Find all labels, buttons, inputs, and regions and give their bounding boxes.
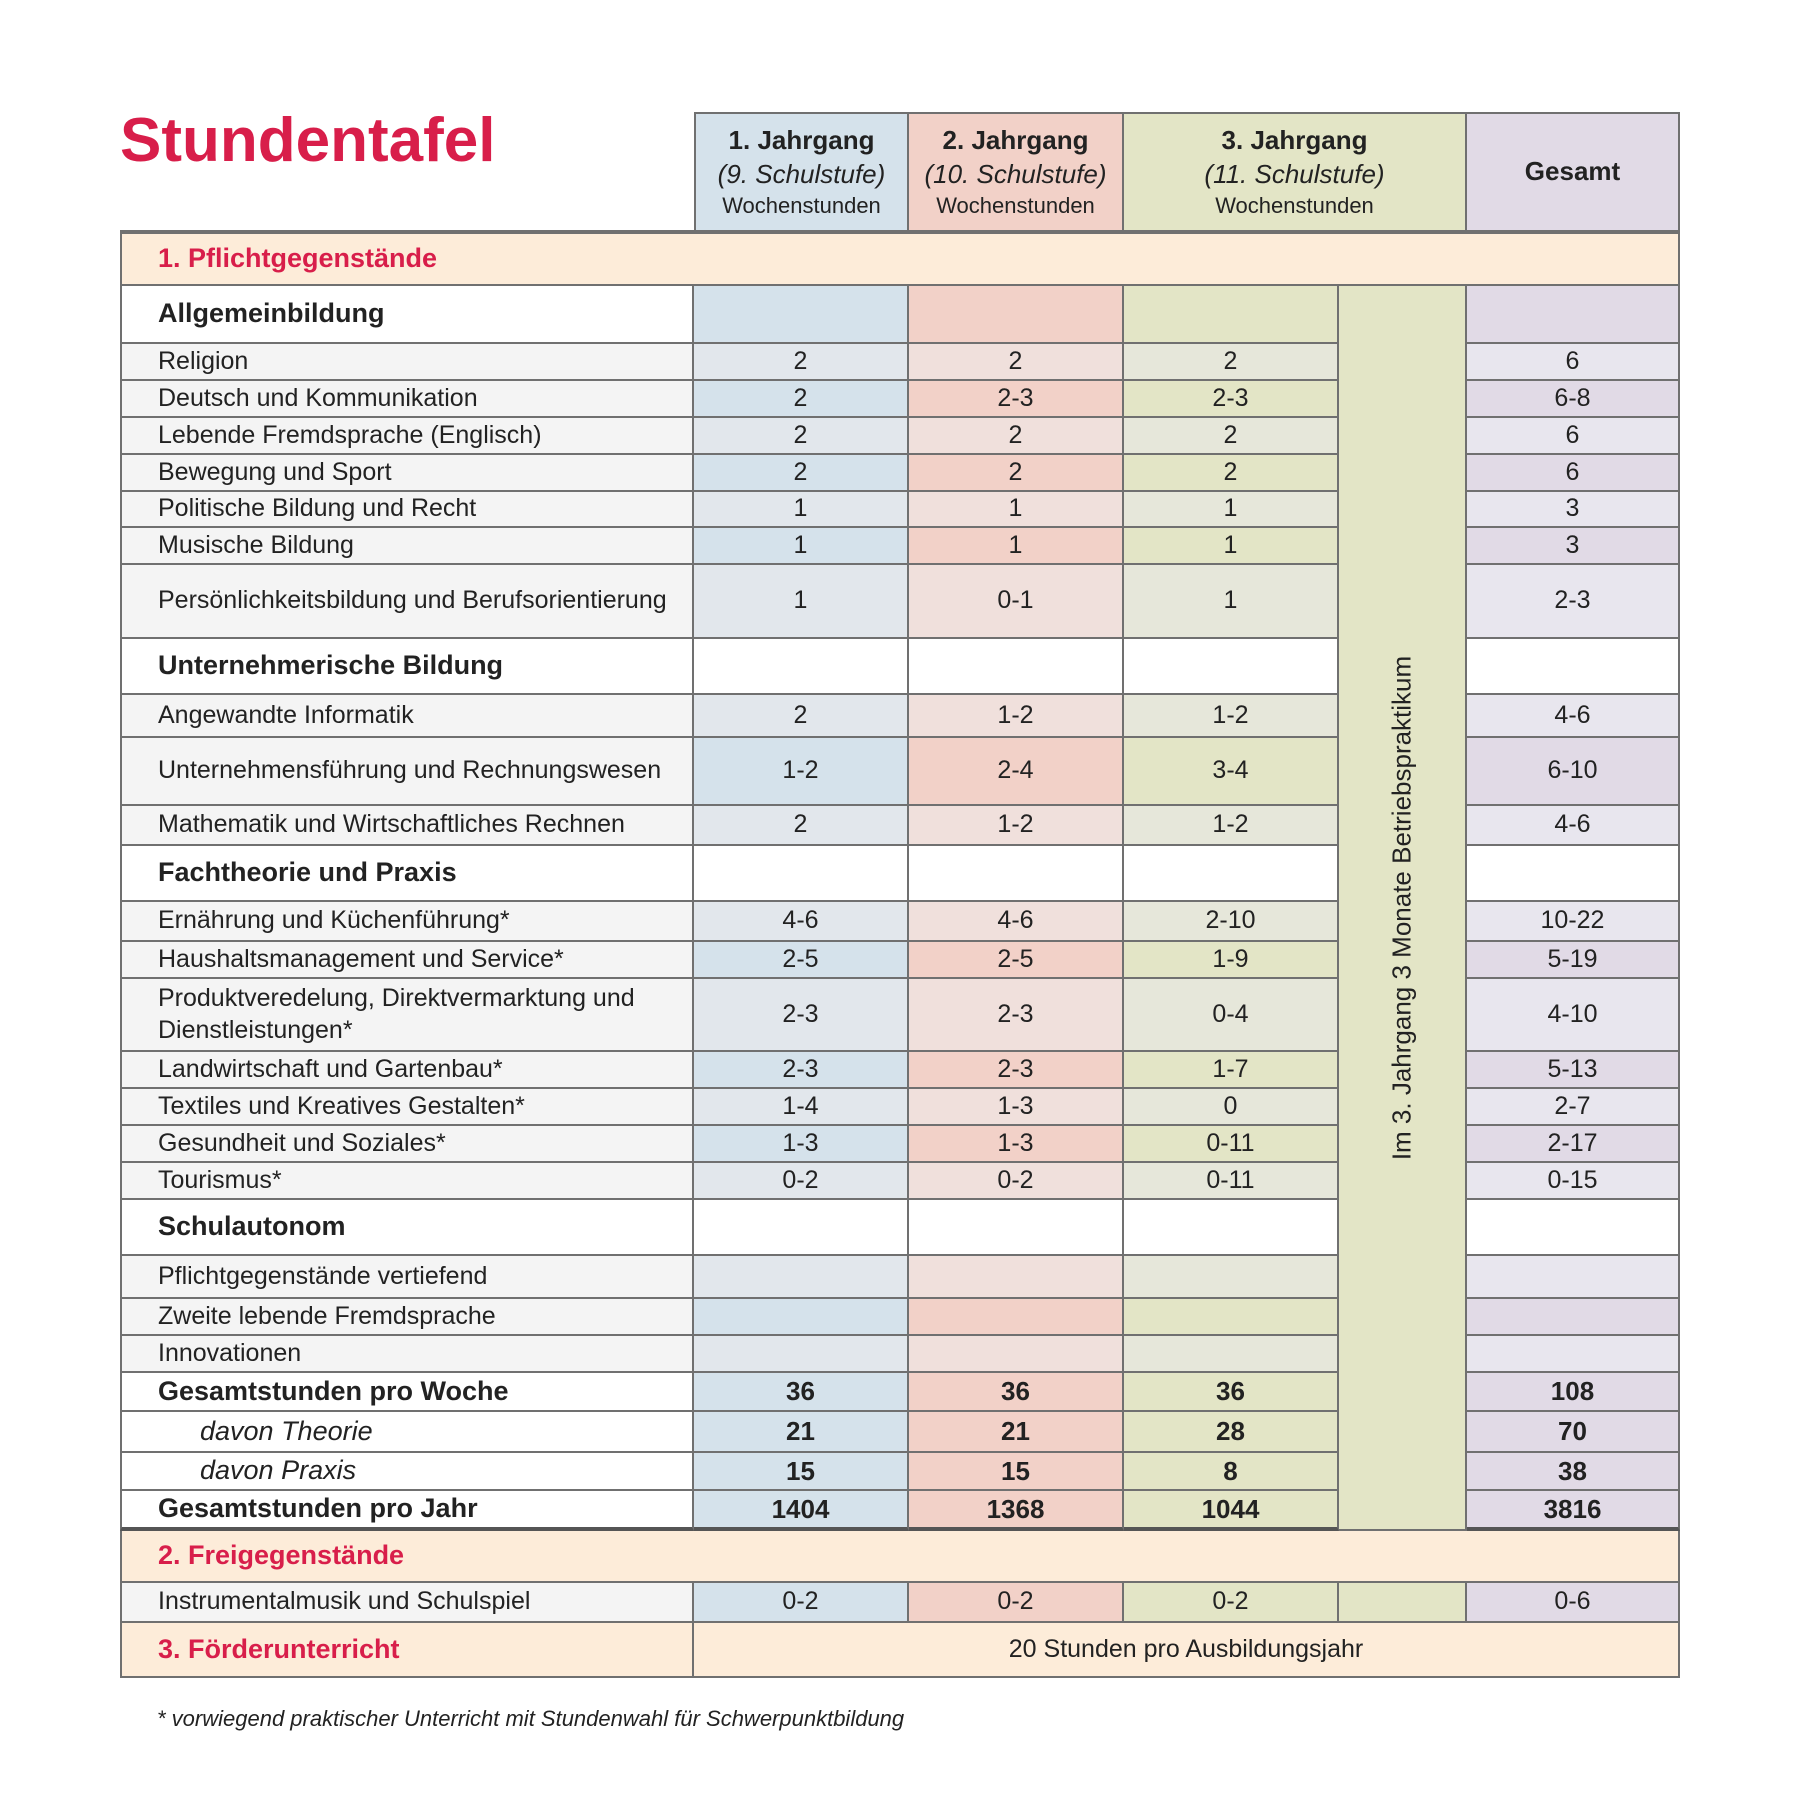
category-cell bbox=[1124, 846, 1339, 902]
footnote: * vorwiegend praktischer Unterricht mit Stundenwahl für Schwerpunktbildung bbox=[157, 1706, 905, 1731]
total-value: 8 bbox=[1124, 1453, 1339, 1491]
header-total bbox=[1467, 112, 1680, 232]
value-cell: 0-11 bbox=[1124, 1126, 1339, 1163]
row-label: Instrumentalmusik und Schulspiel bbox=[120, 1583, 694, 1623]
value-cell: 1 bbox=[1124, 492, 1339, 528]
value-cell bbox=[1467, 1299, 1680, 1336]
value-cell bbox=[694, 1256, 909, 1299]
value-cell: 1 bbox=[694, 492, 909, 528]
value-cell: 3-4 bbox=[1124, 738, 1339, 806]
foerder-value: 20 Stunden pro Ausbildungsjahr bbox=[694, 1623, 1680, 1678]
value-cell bbox=[1124, 1336, 1339, 1373]
value-cell: 1-3 bbox=[909, 1089, 1124, 1126]
row-label: Bewegung und Sport bbox=[120, 455, 694, 492]
value-cell: 1-2 bbox=[694, 738, 909, 806]
value-cell: 1-7 bbox=[1124, 1052, 1339, 1089]
category-cell bbox=[909, 286, 1124, 344]
value-cell: 1 bbox=[694, 528, 909, 565]
value-cell: 1-2 bbox=[1124, 695, 1339, 738]
timetable bbox=[120, 112, 1680, 1700]
value-cell: 0-6 bbox=[1467, 1583, 1680, 1623]
value-cell: 0 bbox=[1124, 1089, 1339, 1126]
category-cell bbox=[694, 286, 909, 344]
value-cell: 6 bbox=[1467, 455, 1680, 492]
value-cell: 4-6 bbox=[694, 902, 909, 942]
total-value: 21 bbox=[694, 1412, 909, 1453]
total-value: 36 bbox=[909, 1373, 1124, 1412]
value-cell: 2-3 bbox=[909, 1052, 1124, 1089]
total-value: 3816 bbox=[1467, 1491, 1680, 1531]
value-cell: 1 bbox=[909, 492, 1124, 528]
category-cell bbox=[1124, 639, 1339, 695]
value-cell: 2-3 bbox=[694, 1052, 909, 1089]
value-cell: 0-2 bbox=[694, 1583, 909, 1623]
value-cell: 2-5 bbox=[694, 942, 909, 979]
total-value: 15 bbox=[694, 1453, 909, 1491]
value-cell: 2-3 bbox=[1124, 381, 1339, 418]
value-cell: 1-9 bbox=[1124, 942, 1339, 979]
value-cell: 2-3 bbox=[909, 979, 1124, 1052]
value-cell bbox=[1467, 1256, 1680, 1299]
category-cell bbox=[694, 639, 909, 695]
row-label: Zweite lebende Fremdsprache bbox=[120, 1299, 694, 1336]
row-label: Landwirtschaft und Gartenbau* bbox=[120, 1052, 694, 1089]
internship-note bbox=[1339, 286, 1467, 1531]
value-cell bbox=[694, 1336, 909, 1373]
value-cell: 6 bbox=[1467, 418, 1680, 455]
page-title: Stundentafel bbox=[120, 106, 496, 175]
value-cell: 2 bbox=[694, 344, 909, 381]
total-value: 1044 bbox=[1124, 1491, 1339, 1531]
category-unternehmerisch: Unternehmerische Bildung bbox=[120, 639, 694, 695]
value-cell: 1-2 bbox=[909, 806, 1124, 846]
row-label: Musische Bildung bbox=[120, 528, 694, 565]
row-label: Mathematik und Wirtschaftliches Rechnen bbox=[120, 806, 694, 846]
row-label: Haushaltsmanagement und Service* bbox=[120, 942, 694, 979]
row-label: Persönlichkeitsbildung und Berufsorientierung bbox=[120, 565, 694, 639]
year-2-unit: Wochenstunden bbox=[936, 192, 1095, 218]
practice-label: davon Praxis bbox=[120, 1453, 694, 1491]
category-cell bbox=[1467, 286, 1680, 344]
value-cell bbox=[694, 1299, 909, 1336]
total-value: 15 bbox=[909, 1453, 1124, 1491]
section-foerder: 3. Förderunterricht bbox=[120, 1623, 694, 1678]
value-cell: 4-6 bbox=[1467, 695, 1680, 738]
value-cell: 2 bbox=[1124, 455, 1339, 492]
category-cell bbox=[909, 1200, 1124, 1256]
year-1-name: 1. Jahrgang bbox=[728, 124, 875, 155]
value-cell: 0-15 bbox=[1467, 1163, 1680, 1200]
year-3-stufe: (11. Schulstufe) bbox=[1204, 158, 1385, 189]
total-value: 36 bbox=[1124, 1373, 1339, 1412]
year-3-name: 3. Jahrgang bbox=[1221, 124, 1368, 155]
value-cell: 4-6 bbox=[1467, 806, 1680, 846]
row-label: Unternehmensführung und Rechnungswesen bbox=[120, 738, 694, 806]
total-value: 1368 bbox=[909, 1491, 1124, 1531]
value-cell: 6-10 bbox=[1467, 738, 1680, 806]
section-pflicht: 1. Pflichtgegenstände bbox=[120, 232, 1680, 286]
category-cell bbox=[1124, 286, 1339, 344]
row-label: Politische Bildung und Recht bbox=[120, 492, 694, 528]
value-cell: 2 bbox=[909, 418, 1124, 455]
value-cell: 0-2 bbox=[694, 1163, 909, 1200]
total-value: 1404 bbox=[694, 1491, 909, 1531]
value-cell: 2-4 bbox=[909, 738, 1124, 806]
year-1-unit: Wochenstunden bbox=[722, 192, 881, 218]
value-cell: 2-3 bbox=[909, 381, 1124, 418]
value-cell: 10-22 bbox=[1467, 902, 1680, 942]
value-cell: 2-3 bbox=[694, 979, 909, 1052]
row-label: Tourismus* bbox=[120, 1163, 694, 1200]
value-cell: 2 bbox=[694, 381, 909, 418]
value-cell: 0-2 bbox=[909, 1583, 1124, 1623]
section-frei: 2. Freigegenstände bbox=[120, 1531, 1680, 1583]
header-spacer bbox=[120, 112, 694, 232]
value-cell: 1 bbox=[909, 528, 1124, 565]
total-year-label: Gesamtstunden pro Jahr bbox=[120, 1491, 694, 1531]
value-cell: 2 bbox=[909, 344, 1124, 381]
row-label: Pflichtgegenstände vertiefend bbox=[120, 1256, 694, 1299]
year-2-stufe: (10. Schulstufe) bbox=[924, 158, 1107, 189]
row-label: Angewandte Informatik bbox=[120, 695, 694, 738]
value-cell bbox=[909, 1336, 1124, 1373]
total-value: 28 bbox=[1124, 1412, 1339, 1453]
internship-note-text: Im 3. Jahrgang 3 Monate Betriebspraktikum bbox=[1386, 655, 1417, 1160]
category-cell bbox=[1467, 639, 1680, 695]
total-week-label: Gesamtstunden pro Woche bbox=[120, 1373, 694, 1412]
value-cell: 2-17 bbox=[1467, 1126, 1680, 1163]
row-label: Ernährung und Küchenführung* bbox=[120, 902, 694, 942]
value-cell bbox=[1467, 1336, 1680, 1373]
total-value: 70 bbox=[1467, 1412, 1680, 1453]
value-cell: 1-4 bbox=[694, 1089, 909, 1126]
value-cell: 1-3 bbox=[694, 1126, 909, 1163]
category-cell bbox=[1124, 1200, 1339, 1256]
value-cell bbox=[1124, 1256, 1339, 1299]
category-cell bbox=[1467, 1200, 1680, 1256]
value-cell: 4-6 bbox=[909, 902, 1124, 942]
value-cell: 2 bbox=[1124, 418, 1339, 455]
value-cell: 2 bbox=[909, 455, 1124, 492]
category-cell bbox=[1467, 846, 1680, 902]
value-cell: 2 bbox=[694, 418, 909, 455]
total-name: Gesamt bbox=[1524, 156, 1621, 187]
value-cell: 2 bbox=[694, 695, 909, 738]
value-cell: 6-8 bbox=[1467, 381, 1680, 418]
value-cell: 0-1 bbox=[909, 565, 1124, 639]
category-allgemein: Allgemeinbildung bbox=[120, 286, 694, 344]
value-cell: 2-10 bbox=[1124, 902, 1339, 942]
row-label: Textiles und Kreatives Gestalten* bbox=[120, 1089, 694, 1126]
value-cell: 5-13 bbox=[1467, 1052, 1680, 1089]
row-label: Lebende Fremdsprache (Englisch) bbox=[120, 418, 694, 455]
value-cell: 2-7 bbox=[1467, 1089, 1680, 1126]
category-cell bbox=[909, 846, 1124, 902]
total-value: 38 bbox=[1467, 1453, 1680, 1491]
value-cell: 2-3 bbox=[1467, 565, 1680, 639]
row-label: Gesundheit und Soziales* bbox=[120, 1126, 694, 1163]
total-value: 21 bbox=[909, 1412, 1124, 1453]
value-cell: 0-11 bbox=[1124, 1163, 1339, 1200]
category-autonom: Schulautonom bbox=[120, 1200, 694, 1256]
value-cell bbox=[1124, 1299, 1339, 1336]
value-cell: 0-2 bbox=[909, 1163, 1124, 1200]
value-cell: 6 bbox=[1467, 344, 1680, 381]
year-1-stufe: (9. Schulstufe) bbox=[717, 158, 886, 189]
value-cell: 1 bbox=[1124, 528, 1339, 565]
year-2-name: 2. Jahrgang bbox=[942, 124, 1089, 155]
category-cell bbox=[694, 846, 909, 902]
value-cell: 1-2 bbox=[909, 695, 1124, 738]
value-cell: 1 bbox=[694, 565, 909, 639]
value-cell: 2 bbox=[694, 455, 909, 492]
value-cell: 5-19 bbox=[1467, 942, 1680, 979]
theory-label: davon Theorie bbox=[120, 1412, 694, 1453]
value-cell: 0-4 bbox=[1124, 979, 1339, 1052]
value-cell: 2 bbox=[694, 806, 909, 846]
value-cell: 4-10 bbox=[1467, 979, 1680, 1052]
header-year-2 bbox=[909, 112, 1124, 232]
row-label: Deutsch und Kommunikation bbox=[120, 381, 694, 418]
row-label: Produktveredelung, Direktvermarktung und Dienstleistungen* bbox=[120, 979, 694, 1052]
total-value: 36 bbox=[694, 1373, 909, 1412]
value-cell: 1-3 bbox=[909, 1126, 1124, 1163]
value-cell: 0-2 bbox=[1124, 1583, 1339, 1623]
category-fach: Fachtheorie und Praxis bbox=[120, 846, 694, 902]
value-cell: 3 bbox=[1467, 528, 1680, 565]
value-cell bbox=[909, 1256, 1124, 1299]
header-year-1 bbox=[694, 112, 909, 232]
value-cell: 2 bbox=[1124, 344, 1339, 381]
row-label: Innovationen bbox=[120, 1336, 694, 1373]
row-label: Religion bbox=[120, 344, 694, 381]
value-cell: 3 bbox=[1467, 492, 1680, 528]
value-cell bbox=[909, 1299, 1124, 1336]
year-3-unit: Wochenstunden bbox=[1215, 192, 1374, 218]
category-cell bbox=[694, 1200, 909, 1256]
value-cell: 1 bbox=[1124, 565, 1339, 639]
header-year-3 bbox=[1124, 112, 1467, 232]
category-cell bbox=[909, 639, 1124, 695]
value-cell bbox=[1339, 1583, 1467, 1623]
total-value: 108 bbox=[1467, 1373, 1680, 1412]
value-cell: 2-5 bbox=[909, 942, 1124, 979]
value-cell: 1-2 bbox=[1124, 806, 1339, 846]
